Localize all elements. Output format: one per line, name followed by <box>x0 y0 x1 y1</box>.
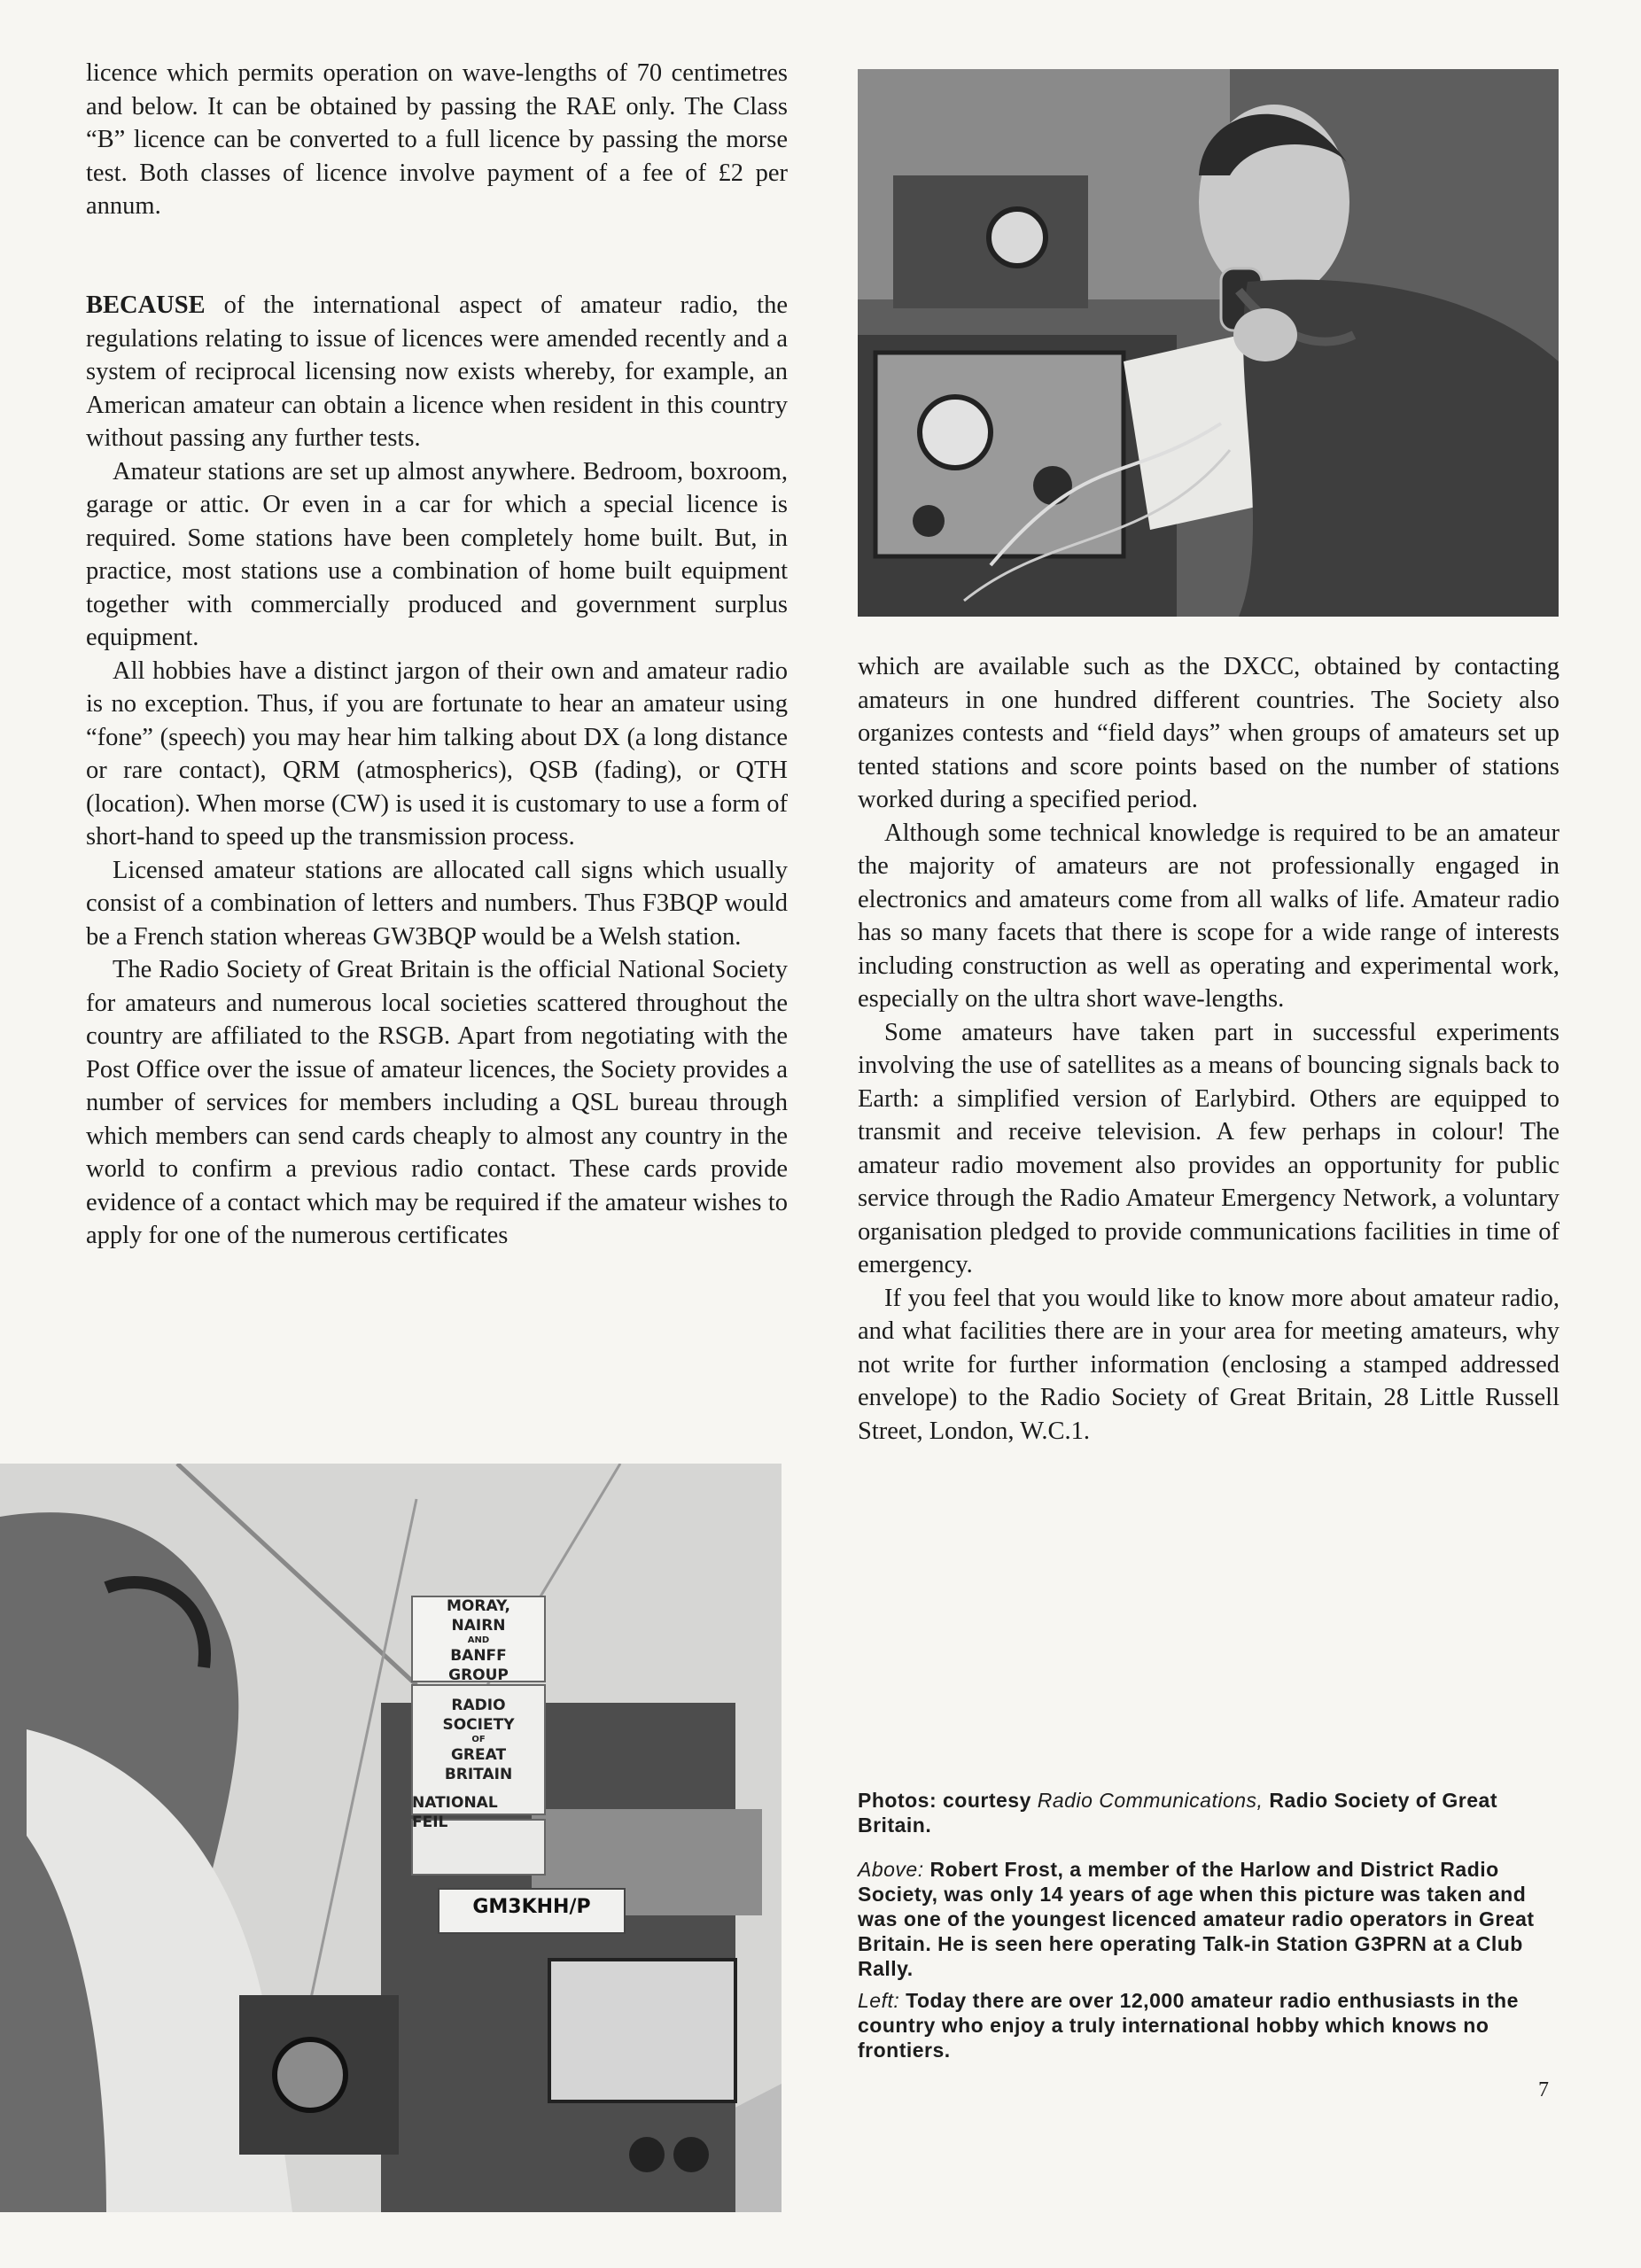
photo-boy-operator <box>858 69 1559 617</box>
sign-line: AND <box>467 1635 490 1645</box>
photo-field-day-tent <box>0 1464 782 2212</box>
sign-line: OF <box>471 1735 486 1744</box>
paragraph-jargon: All hobbies have a distinct jargon of their own and amateur radio is no exception. Thus, if you are fortunate to hear an amateur using “fone” (speech) you may hear him talking about DX (a long distance or rare contact), QRM (atmospherics), QSB (fading), or QTH (location). When morse (CW) is used it is customary to use a form of short-hand to speed up the transmission process. <box>86 656 788 850</box>
paragraph-rsgb: The Radio Society of Great Britain is the official National Society for amateurs and numerous local societies scattered throughout the country are affiliated to the RSGB. Apart from negotiating with the Post Office over the issue of amateur licences, the Society provides a number of services for members including a QSL bureau through which members can send cards cheaply to almost any country in the world to confirm a previous radio contact. These cards provide evidence of a contact which may be required if the amateur wishes to apply for one of the numerous certificates <box>86 956 788 1249</box>
sign-line: BRITAIN <box>444 1766 513 1783</box>
left-column <box>86 289 788 1253</box>
intro-paragraph: licence which permits operation on wave-lengths of 70 centimetres and below. It can be obtained by passing the RAE only. The Class “B” licence can be converted to a full licence by passing the morse test. Both classes of licence involve payment of a fee of £2 per annum. <box>86 59 788 220</box>
paragraph-contact: If you feel that you would like to know more about amateur radio, and what facilities there are in your area for meeting amateurs, why not write for further information (enclosing a stamped addressed envelope) to the Radio Society of Great Britain, 28 Little Russell Street, London, W.C.1. <box>858 1284 1559 1445</box>
paragraph-technical: Although some technical knowledge is required to be an amateur the majority of amateurs are not professionally engaged in electronics and amateurs come from all walks of life. Amateur radio has so many facets that there is scope for a wide range of interests including construction as well as operating and experimental work, especially on the ultra short wave-lengths. <box>858 819 1559 1013</box>
sign-line: GROUP <box>448 1666 509 1684</box>
caption-left-label: Left: <box>858 1989 900 2012</box>
paragraph-because <box>86 289 788 455</box>
paragraph-satellites: Some amateurs have taken part in successful experiments involving the use of satellites as a means of bouncing signals back to Earth: a simplified version of Earlybird. Others are equipped to transmit and receive television. A few perhaps in colour! The amateur radio movement also provides an opportunity for public service through the Radio Amateur Emergency Network, a voluntary organisation pledged to provide communications facilities in time of emergency. <box>858 1018 1559 1278</box>
page-number: 7 <box>1538 2078 1549 2101</box>
credit-suffix: Radio Society of Great Britain. <box>858 1789 1497 1837</box>
credit-publication: Radio Communications, <box>1037 1789 1264 1812</box>
caption-left-text: Today there are over 12,000 amateur radio enthusiasts in the country who enjoy a truly international hobby which knows no frontiers. <box>858 1989 1519 2062</box>
paragraph-dxcc: which are available such as the DXCC, obtained by contacting amateurs in one hundred different countries. The Society also organizes contests and “field days” when groups of amateurs set up tented stations and score points based on the number of stations worked during a specified period. <box>858 653 1559 813</box>
sign-line: NATIONAL <box>412 1794 498 1812</box>
photo-boy-illustration <box>858 69 1559 617</box>
sign-line: MORAY, <box>447 1597 510 1615</box>
right-column <box>858 650 1559 1448</box>
sign-line: NAIRN <box>451 1617 506 1635</box>
credit-prefix: Photos: courtesy <box>858 1789 1038 1812</box>
sign-line: FEIL <box>412 1814 448 1831</box>
lead-word: BECAUSE <box>86 291 206 319</box>
sign-line: RADIO <box>451 1697 506 1714</box>
intro-column <box>86 57 788 223</box>
sign-text <box>412 1596 545 1832</box>
paragraph-stations: Amateur stations are set up almost anywhere. Bedroom, boxroom, garage or attic. Or even in a car for which a special licence is required. Some stations have been completely home built. But, in practice, most stations use a combination of home built equipment together with commercially produced and government surplus equipment. <box>86 457 788 651</box>
paragraph-because-text: of the international aspect of amateur radio, the regulations relating to issue of licences were amended recently and a system of reciprocal licensing now exists whereby, for example, an American amateur can obtain a licence when resident in this country without passing any further tests. <box>86 291 788 452</box>
sign-line: SOCIETY <box>442 1716 515 1734</box>
caption-above-text: Robert Frost, a member of the Harlow and District Radio Society, was only 14 years of age when this picture was taken and was one of the youngest licenced amateur radio operators in Great Britain. He is seen here operating Talk-in Station G3PRN at a Club Rally. <box>858 1858 1535 1980</box>
caption-left <box>858 1988 1558 2062</box>
sign-line: GREAT <box>450 1746 507 1764</box>
paragraph-call-signs: Licensed amateur stations are allocated call signs which usually consist of a combination of letters and numbers. Thus F3BQP would be a French station whereas GW3BQP would be a Welsh station. <box>86 856 788 951</box>
callsign-sign: GM3KHH/P <box>472 1896 591 1918</box>
caption-above <box>858 1857 1558 1981</box>
sign-line: BANFF <box>450 1647 507 1665</box>
photo-tent-illustration <box>0 1464 782 2212</box>
caption-above-label: Above: <box>858 1858 924 1881</box>
photo-credit <box>858 1788 1558 1837</box>
